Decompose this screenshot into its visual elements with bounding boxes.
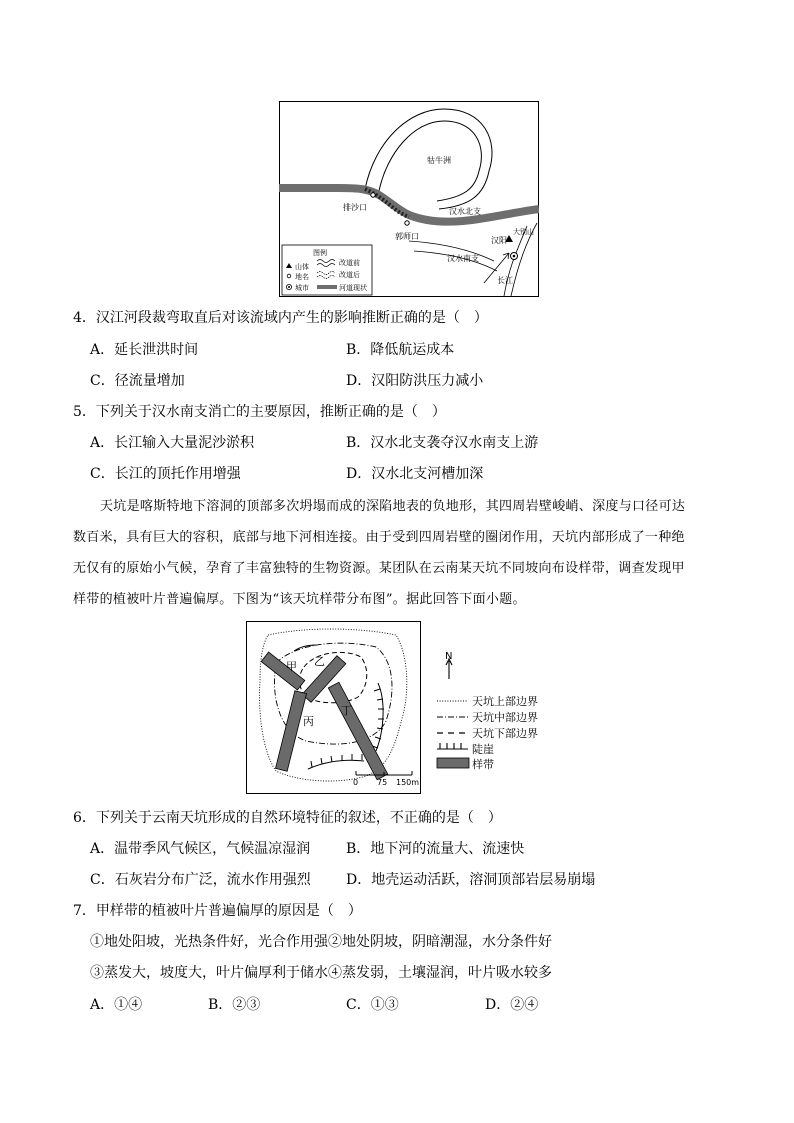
scale-0: 0: [353, 778, 359, 787]
q6-option-b[interactable]: B．地下河的流量大、流速快: [346, 841, 525, 857]
label-ding: 丁: [341, 704, 352, 717]
nanzhi-label: 汉水南支: [447, 254, 479, 263]
beizhi-label: 汉水北支: [449, 207, 481, 216]
dabieshan-label: 大别山: [513, 228, 534, 236]
north-label: N: [445, 651, 453, 662]
current-icon: [317, 285, 337, 289]
city-marker-core: [513, 255, 516, 258]
passage-line-1: 天坑是喀斯特地下溶洞的顶部多次坍塌而成的深陷地表的负地形，其四周岩壁峻峭、深度与口径可达: [100, 499, 686, 514]
label-jia: 甲: [286, 660, 297, 673]
changjiang-label: 长江: [497, 276, 513, 285]
label-bing: 丙: [303, 715, 314, 728]
place-marker: [371, 193, 375, 197]
q7-statements-2: ③蒸发大，坡度大，叶片偏厚利于储水④蒸发弱，土壤湿润，叶片吸水较多: [90, 965, 552, 981]
legend-lower: 天坑下部边界: [472, 727, 538, 740]
legend-title: 图例: [313, 249, 327, 257]
q6-option-a[interactable]: A．温带季风气候区，气候温凉湿润: [90, 841, 311, 857]
legend-middle: 天坑中部边界: [472, 711, 538, 724]
q7-statements-1: ①地处阳坡，光热条件好，光合作用强②地处阴坡，阴暗潮湿，水分条件好: [90, 934, 552, 950]
q6-option-d[interactable]: D．地壳运动活跃，溶洞顶部岩层易崩塌: [346, 872, 596, 888]
label-yi: 乙: [314, 655, 325, 668]
question-4-stem: 4．汉江河段裁弯取直后对该流域内产生的影响推断正确的是（ ）: [73, 310, 488, 326]
legend-band-icon: [437, 758, 469, 768]
q4-option-b[interactable]: B．降低航运成本: [346, 342, 455, 358]
q7-option-c[interactable]: C．①③: [346, 997, 399, 1013]
island-label: 牯牛洲: [427, 156, 451, 165]
guoshi-label: 郭师口: [395, 232, 419, 241]
legend-current: 河道现状: [339, 284, 367, 292]
q4-option-a[interactable]: A．延长泄洪时间: [90, 342, 199, 358]
question-7-stem: 7．甲样带的植被叶片普遍偏厚的原因是（ ）: [73, 903, 362, 919]
place-marker: [405, 221, 409, 225]
q4-option-c[interactable]: C．径流量增加: [90, 373, 185, 389]
passage-line-4: 样带的植被叶片普遍偏厚。下图为“该天坑样带分布图”。据此回答下面小题。: [73, 592, 526, 607]
tiankeng-map: [246, 621, 556, 795]
question-5-stem: 5．下列关于汉水南支消亡的主要原因，推断正确的是（ ）: [73, 404, 446, 420]
legend-upper: 天坑上部边界: [472, 695, 538, 708]
passage-line-2: 数百米，具有巨大的容积，底部与地下河相连接。由于受到四周岩壁的圈闭作用，天坑内部形成了一种绝: [73, 530, 685, 545]
passage-line-3: 无仅有的原始小气候，孕育了丰富独特的生物资源。某团队在云南某天坑不同坡向布设样带，调查发现甲: [73, 561, 685, 576]
question-6-stem: 6．下列关于云南天坑形成的自然环境特征的叙述，不正确的是（ ）: [73, 810, 502, 826]
paisha-label: 排沙口: [343, 203, 367, 212]
legend-after: 改道后: [339, 271, 360, 279]
q5-option-c[interactable]: C．长江的顶托作用增强: [90, 466, 241, 482]
scale-75: 75: [377, 778, 388, 787]
hanyang-label: 汉阳: [491, 236, 507, 245]
scale-150: 150m: [396, 778, 420, 787]
north-arrow-icon: [446, 659, 452, 679]
q7-option-b[interactable]: B．②③: [208, 997, 261, 1013]
q7-option-a[interactable]: A．①④: [90, 997, 143, 1013]
city-icon-core: [288, 286, 290, 288]
q5-option-d[interactable]: D．汉水北支河槽加深: [346, 466, 484, 482]
q5-option-a[interactable]: A．长江输入大量泥沙淤积: [90, 435, 255, 451]
legend-band: 样带: [472, 758, 494, 771]
q4-option-d[interactable]: D．汉阳防洪压力减小: [346, 373, 484, 389]
q5-option-b[interactable]: B．汉水北支袭夺汉水南支上游: [346, 435, 539, 451]
legend-cliff: 陡崖: [472, 743, 494, 756]
han-river-map: [279, 101, 539, 297]
legend-place: 地名: [295, 273, 309, 281]
legend-city: 城市: [295, 284, 309, 292]
q6-option-c[interactable]: C．石灰岩分布广泛，流水作用强烈: [90, 872, 311, 888]
q7-option-d[interactable]: D．②④: [485, 997, 539, 1013]
legend-mountain: 山体: [295, 263, 309, 271]
legend-cliff-icon: [437, 743, 468, 749]
place-icon: [287, 274, 291, 278]
legend-before: 改道前: [339, 259, 360, 267]
